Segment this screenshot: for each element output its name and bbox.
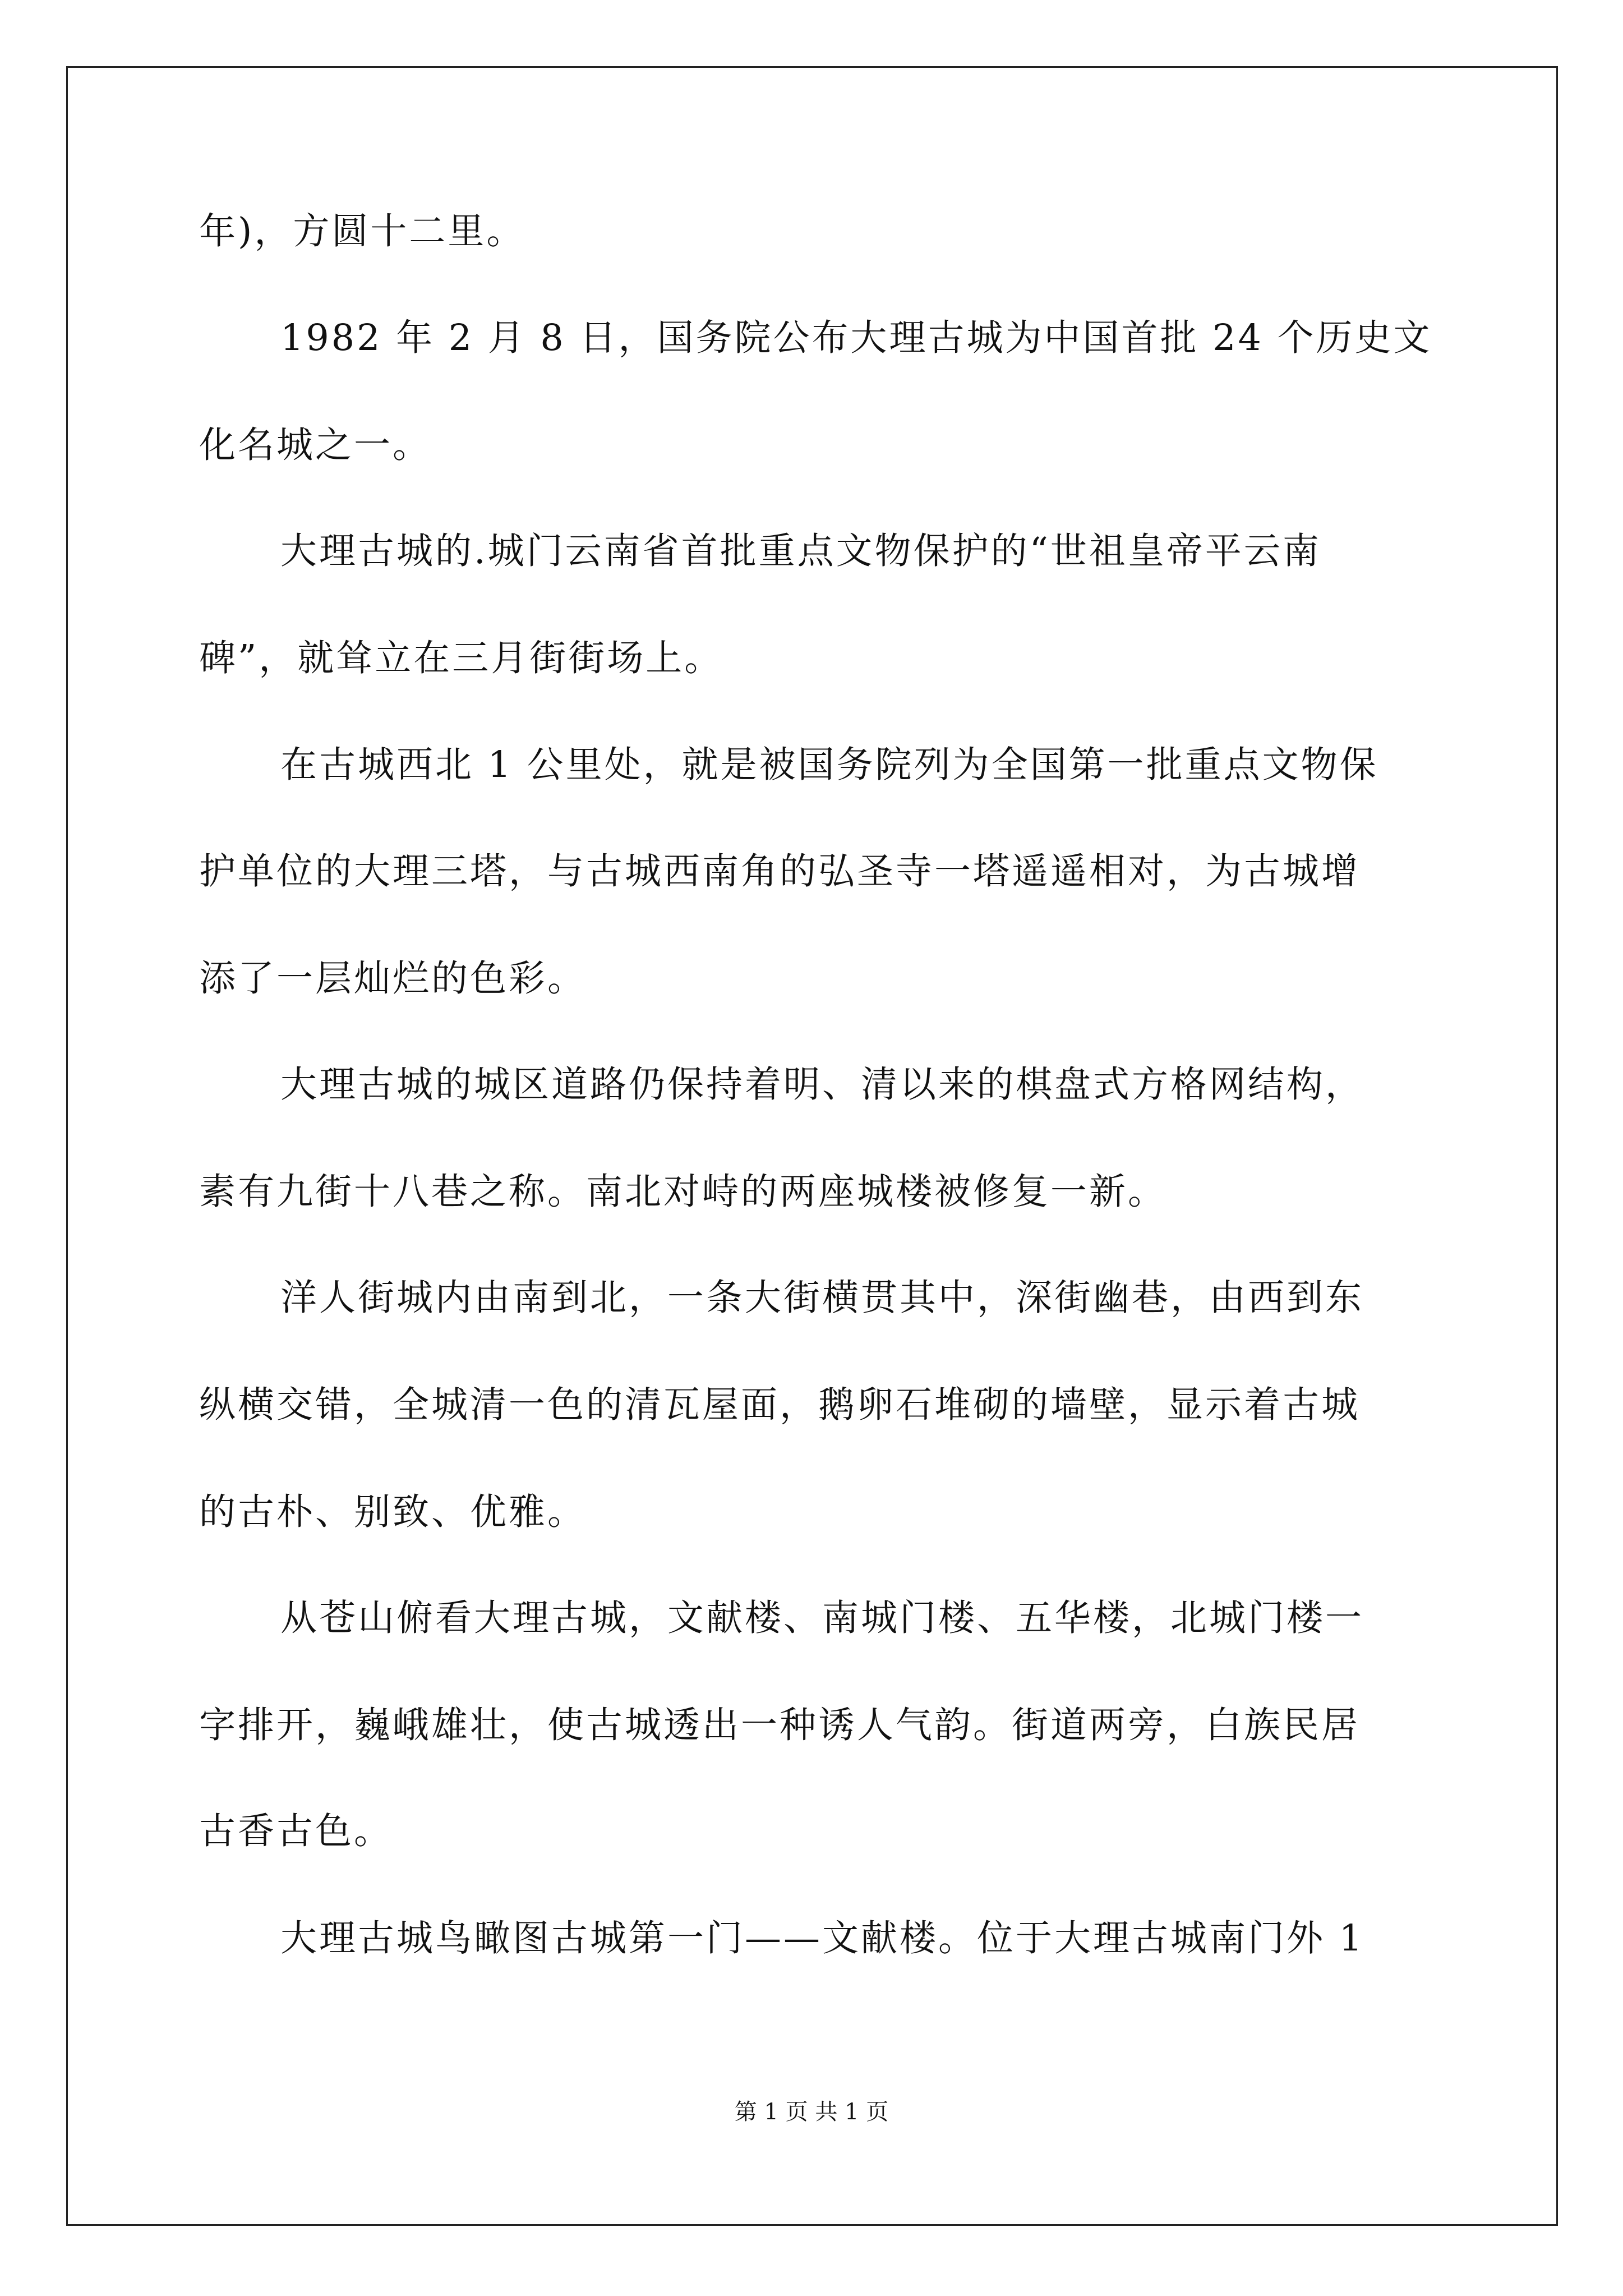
text-line: 碑”，就耸立在三月街街场上。 <box>199 637 723 679</box>
page-number-footer: 第 1 页 共 1 页 <box>734 2099 889 2125</box>
text-line: 添了一层灿烂的色彩。 <box>199 958 587 1000</box>
text-line: 纵横交错，全城清一色的清瓦屋面，鹅卵石堆砌的墙壁，显示着古城 <box>199 1384 1361 1426</box>
page-border <box>66 66 1558 2226</box>
paragraph-first-line: 大理古城的.城门云南省首批重点文物保护的“世祖皇帝平云南 <box>280 530 1321 572</box>
paragraph-first-line: 大理古城鸟瞰图古城第一门——文献楼。位于大理古城南门外 1 <box>280 1917 1365 1959</box>
text-line: 字排开，巍峨雄壮，使古城透出一种诱人气韵。街道两旁，白族民居 <box>199 1704 1361 1746</box>
text-line: 素有九街十八巷之称。南北对峙的两座城楼被修复一新。 <box>199 1171 1167 1213</box>
paragraph-first-line: 大理古城的城区道路仍保持着明、清以来的棋盘式方格网结构， <box>280 1064 1364 1106</box>
paragraph-first-line: 1982 年 2 月 8 日，国务院公布大理古城为中国首批 24 个历史文 <box>280 317 1432 359</box>
text-line: 护单位的大理三塔，与古城西南角的弘圣寺一塔遥遥相对，为古城增 <box>199 850 1361 892</box>
paragraph-first-line: 从苍山俯看大理古城，文献楼、南城门楼、五华楼，北城门楼一 <box>280 1597 1364 1639</box>
text-line: 的古朴、别致、优雅。 <box>199 1491 587 1533</box>
paragraph-first-line: 在古城西北 1 公里处，就是被国务院列为全国第一批重点文物保 <box>280 744 1378 786</box>
text-line: 化名城之一。 <box>199 424 432 466</box>
text-line: 年)，方圆十二里。 <box>199 210 525 252</box>
text-line: 古香古色。 <box>199 1810 393 1852</box>
paragraph-first-line: 洋人街城内由南到北，一条大街横贯其中，深街幽巷，由西到东 <box>280 1277 1364 1319</box>
